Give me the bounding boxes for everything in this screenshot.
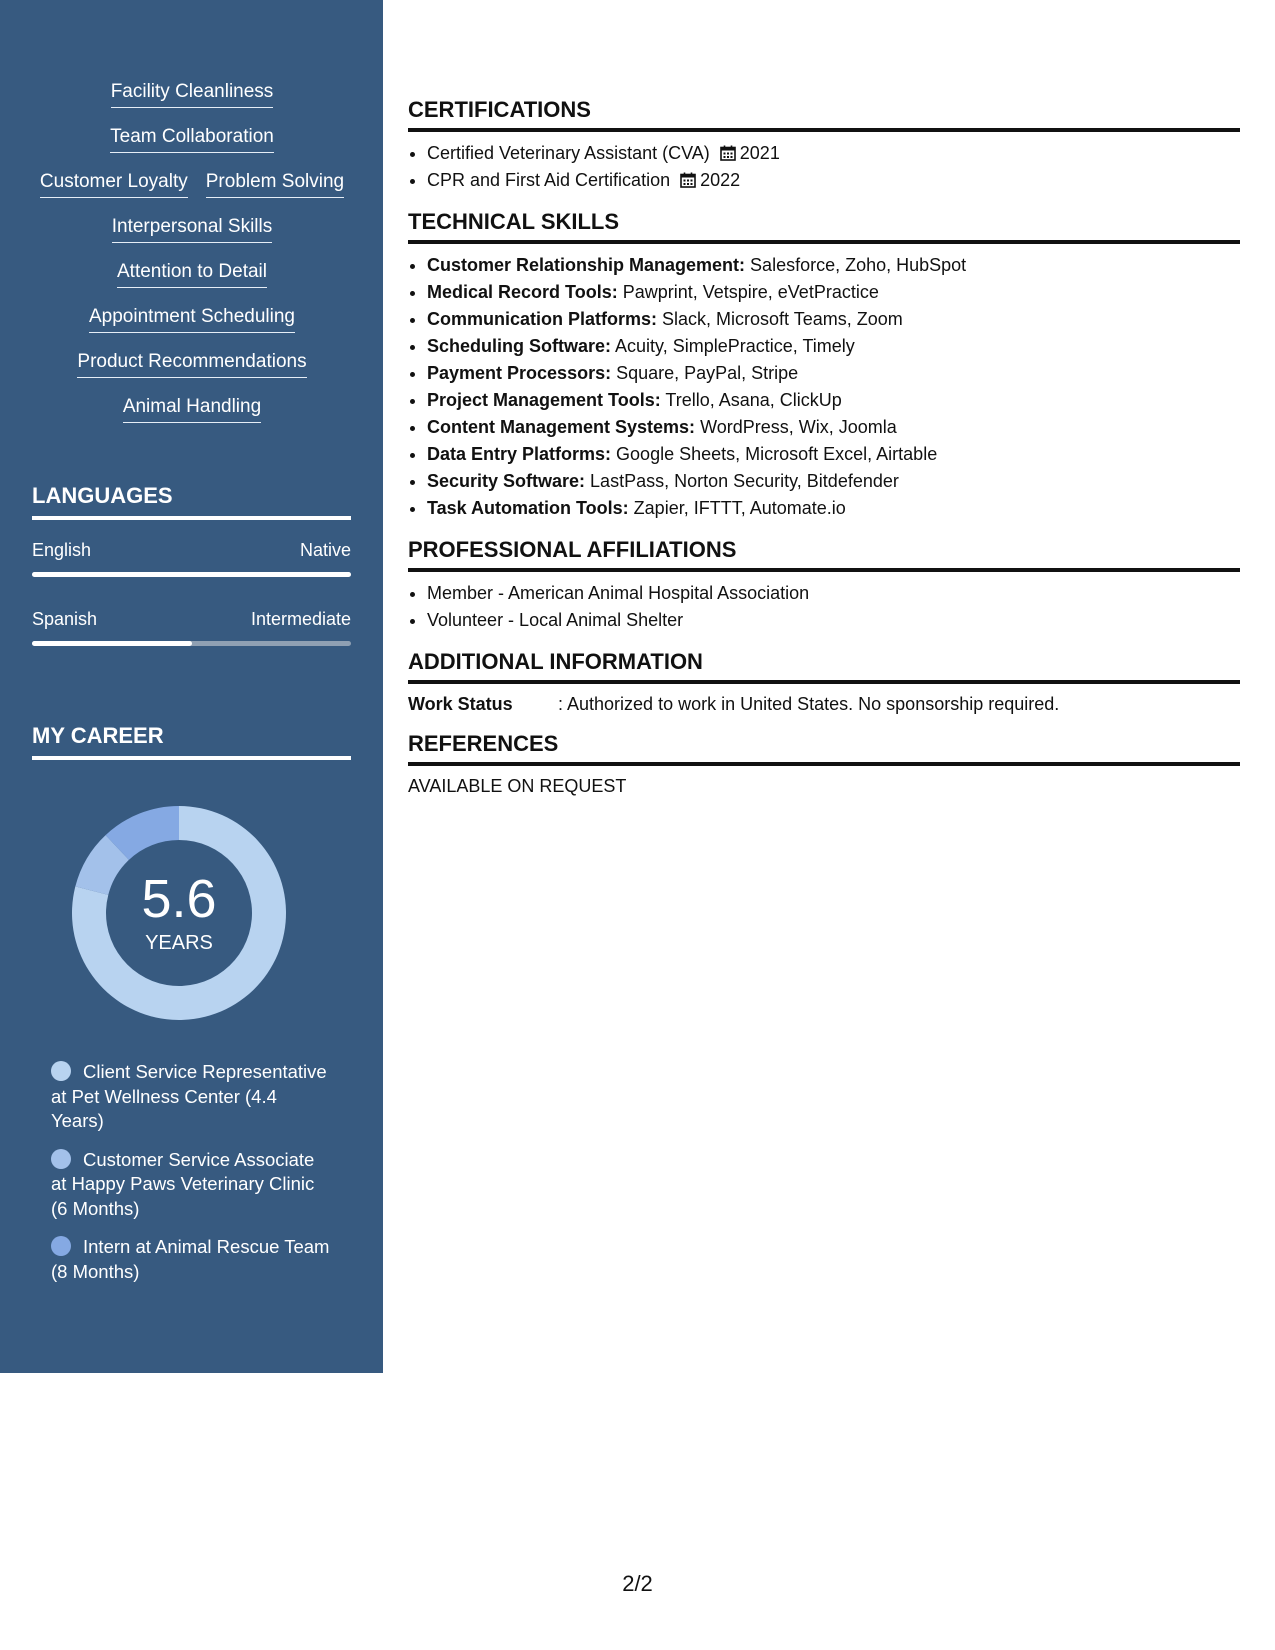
work-status-label: Work Status [408,694,513,714]
language-level: Intermediate [250,609,351,629]
career-item-text: Intern at Animal Rescue Team (8 Months) [51,1236,330,1282]
language-name: English [32,540,92,560]
certification-year: 2022 [700,170,741,190]
skill-tag: Attention to Detail [117,260,267,288]
language-spanish [32,607,351,646]
skill-tag: Product Recommendations [77,350,306,378]
affiliations-list [408,580,1240,634]
career-item [51,1148,331,1222]
main-content [408,96,1240,812]
technical-skill-item [427,333,1240,360]
technical-skill-value: Google Sheets, Microsoft Excel, Airtable [611,444,938,464]
legend-dot-icon [51,1236,71,1256]
certification-item [427,140,1240,167]
technical-skill-item [427,495,1240,522]
languages-heading: LANGUAGES [32,482,351,520]
technical-skill-label: Content Management Systems: [427,417,696,437]
skill-tag: Appointment Scheduling [89,305,295,333]
language-bar [32,641,351,646]
references-heading: REFERENCES [408,730,1240,766]
work-status-row [408,692,1240,716]
technical-skill-item [427,360,1240,387]
skill-tag: Customer Loyalty [40,170,188,198]
technical-skill-value: Trello, Asana, ClickUp [660,390,842,410]
technical-skill-item [427,414,1240,441]
skill-tag: Interpersonal Skills [112,215,273,243]
technical-skill-label: Scheduling Software: [427,336,612,356]
additional-info-section [408,648,1240,716]
page-number: 2/2 [622,1571,653,1596]
certification-year: 2021 [739,143,780,163]
career-item [51,1060,331,1134]
skill-tag: Problem Solving [206,170,344,198]
skill-row [32,125,352,170]
technical-skill-item [427,252,1240,279]
technical-skill-item [427,306,1240,333]
career-list [51,1060,331,1298]
references-section [408,730,1240,798]
technical-skill-value: Salesforce, Zoho, HubSpot [745,255,967,275]
career-item [51,1235,331,1284]
technical-skill-value: Pawprint, Vetspire, eVetPractice [617,282,879,302]
skill-tag: Animal Handling [123,395,261,423]
certifications-heading: CERTIFICATIONS [408,96,1240,132]
references-text: AVAILABLE ON REQUEST [408,776,627,796]
technical-skill-label: Security Software: [427,471,586,491]
language-name: Spanish [32,609,98,629]
technical-skill-value: Slack, Microsoft Teams, Zoom [657,309,903,329]
affiliations-section [408,536,1240,634]
technical-skill-value: Square, PayPal, Stripe [611,363,799,383]
calendar-icon [720,142,736,158]
career-total-unit: YEARS [145,932,213,954]
skill-row [32,260,352,305]
language-bar-fill [32,572,351,577]
skills-tags [32,80,352,440]
language-bar [32,572,351,577]
career-item-text: Customer Service Associate at Happy Paws Veterinary Clinic (6 Months) [51,1148,315,1219]
technical-skill-label: Data Entry Platforms: [427,444,612,464]
career-total-value: 5.6 [141,869,217,929]
technical-skills-list [408,252,1240,522]
calendar-icon [680,169,696,185]
skill-tag: Team Collaboration [110,125,274,153]
skill-row [32,395,352,440]
certification-name: CPR and First Aid Certification [427,170,671,190]
career-item-text: Client Service Representative at Pet Wellness Center (4.4 Years) [51,1061,327,1131]
sidebar [0,0,383,1373]
career-total [66,800,292,1026]
certification-item [427,167,1240,194]
affiliations-heading: PROFESSIONAL AFFILIATIONS [408,536,1240,572]
language-level: Native [299,540,351,560]
technical-skill-label: Customer Relationship Management: [427,255,746,275]
technical-skill-item [427,441,1240,468]
technical-skill-label: Payment Processors: [427,363,612,383]
certifications-section [408,96,1240,194]
technical-skills-section [408,208,1240,522]
certifications-list [408,140,1240,194]
skill-row [32,215,352,260]
additional-info-heading: ADDITIONAL INFORMATION [408,648,1240,684]
technical-skill-value: Acuity, SimplePractice, Timely [611,336,855,356]
technical-skill-item [427,279,1240,306]
legend-dot-icon [51,1149,71,1169]
technical-skill-value: Zapier, IFTTT, Automate.io [628,498,846,518]
career-heading: MY CAREER [32,722,351,760]
technical-skills-heading: TECHNICAL SKILLS [408,208,1240,244]
skill-tag: Facility Cleanliness [111,80,274,108]
technical-skill-label: Project Management Tools: [427,390,661,410]
skill-row [32,80,352,125]
legend-dot-icon [51,1061,71,1081]
skill-row [32,170,352,215]
certification-name: Certified Veterinary Assistant (CVA) [427,143,710,163]
technical-skill-label: Task Automation Tools: [427,498,629,518]
skill-row [32,350,352,395]
language-bar-fill [32,641,192,646]
affiliation-item: • Member - American Animal Hospital Association [427,580,1240,607]
technical-skill-value: LastPass, Norton Security, Bitdefender [585,471,899,491]
technical-skill-item [427,468,1240,495]
skill-row [32,305,352,350]
affiliation-item: • Volunteer - Local Animal Shelter [427,607,1240,634]
technical-skill-value: WordPress, Wix, Joomla [695,417,897,437]
language-english [32,538,351,577]
technical-skill-item [427,387,1240,414]
technical-skill-label: Medical Record Tools: [427,282,618,302]
work-status-value: : Authorized to work in United States. No sponsorship required. [558,694,1060,714]
technical-skill-label: Communication Platforms: [427,309,658,329]
